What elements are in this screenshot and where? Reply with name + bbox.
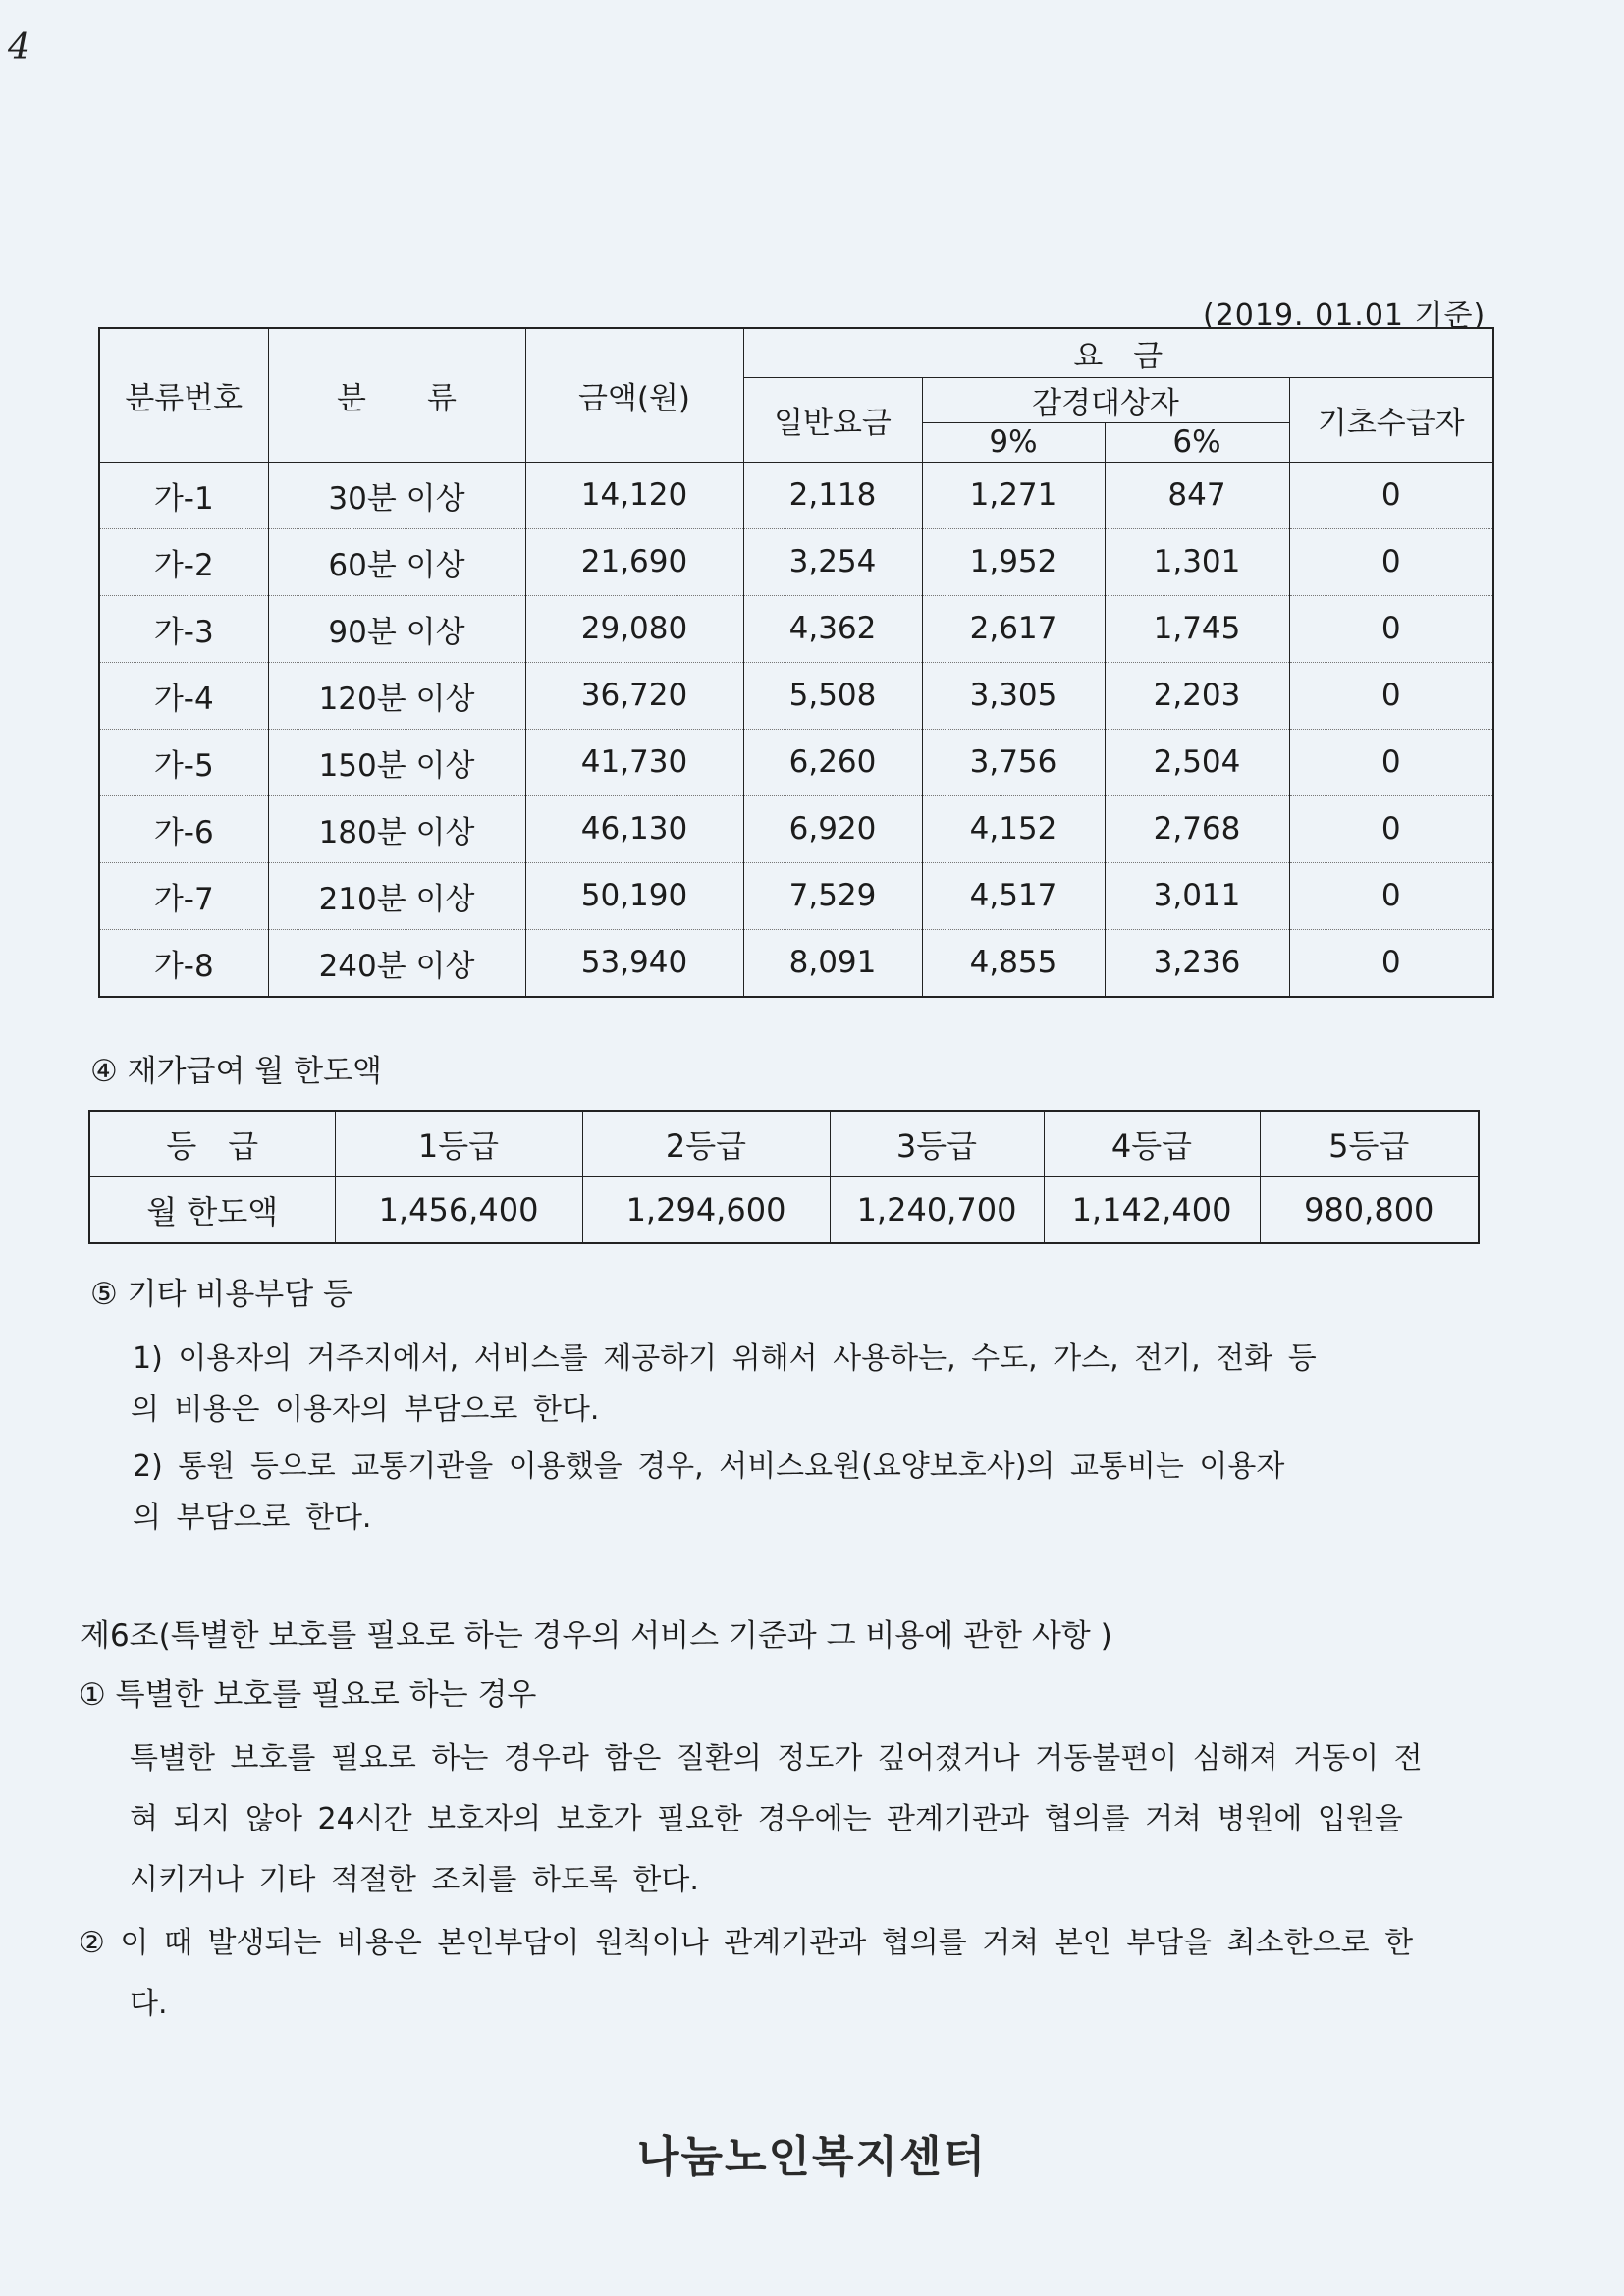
- cell-reduced-6: 2,768: [1105, 795, 1289, 862]
- cell-reduced-9: 4,855: [922, 929, 1105, 997]
- cell-basic-recipient: 0: [1289, 528, 1493, 595]
- cell-amount: 46,130: [525, 795, 743, 862]
- cell-amount: 41,730: [525, 729, 743, 795]
- cell-reduced-6: 3,236: [1105, 929, 1289, 997]
- clause-1-line-2: 혀 되지 않아 24시간 보호자의 보호가 필요한 경우에는 관계기관과 협의를 거쳐 병원에 입원을: [130, 1802, 1403, 1836]
- grade-4: 4등급: [1044, 1111, 1260, 1177]
- cell-reduced-6: 3,011: [1105, 862, 1289, 929]
- table-row: [99, 662, 1493, 729]
- cell-amount: 14,120: [525, 462, 743, 528]
- basis-date: (2019. 01.01 기준): [1203, 299, 1487, 333]
- cell-category: 120분 이상: [268, 662, 525, 729]
- cell-reduced-9: 1,271: [922, 462, 1105, 528]
- cell-amount: 50,190: [525, 862, 743, 929]
- cell-general: 7,529: [743, 862, 922, 929]
- limit-row-label: 월 한도액: [89, 1177, 335, 1244]
- other-costs-item-2: [133, 1442, 1492, 1544]
- other-costs-item-1-line2: 의 비용은 이용자의 부담으로 한다.: [131, 1393, 600, 1427]
- cell-general: 4,362: [743, 595, 922, 662]
- cell-amount: 36,720: [525, 662, 743, 729]
- header-category: 분 류: [268, 328, 525, 462]
- cell-basic-recipient: 0: [1289, 595, 1493, 662]
- cell-category: 90분 이상: [268, 595, 525, 662]
- cell-code: 가-8: [99, 929, 268, 997]
- header-reduced-group: 감경대상자: [922, 377, 1289, 422]
- grade-header-label: 등 급: [89, 1111, 335, 1177]
- table-row: [99, 729, 1493, 795]
- table-row: [99, 595, 1493, 662]
- header-reduced-9: 9%: [922, 422, 1105, 462]
- other-costs-item-1: [133, 1334, 1492, 1436]
- header-amount: 금액(원): [525, 328, 743, 462]
- limit-grade-3: 1,240,700: [830, 1177, 1044, 1244]
- cell-reduced-6: 2,203: [1105, 662, 1289, 729]
- cell-code: 가-4: [99, 662, 268, 729]
- limit-grade-5: 980,800: [1260, 1177, 1479, 1244]
- article-6-title: 제6조(특별한 보호를 필요로 하는 경우의 서비스 기준과 그 비용에 관한 사항 ): [81, 1618, 1112, 1654]
- header-fee-group: 요 금: [743, 328, 1493, 377]
- cell-general: 8,091: [743, 929, 922, 997]
- grade-1: 1등급: [335, 1111, 582, 1177]
- cell-reduced-9: 1,952: [922, 528, 1105, 595]
- limit-grade-4: 1,142,400: [1044, 1177, 1260, 1244]
- cell-amount: 29,080: [525, 595, 743, 662]
- cell-basic-recipient: 0: [1289, 929, 1493, 997]
- cell-code: 가-5: [99, 729, 268, 795]
- table-row: [99, 528, 1493, 595]
- clause-1-line-1: 특별한 보호를 필요로 하는 경우라 함은 질환의 정도가 깊어졌거나 거동불편이 심해져 거동이 전: [130, 1741, 1423, 1776]
- limit-grade-2: 1,294,600: [582, 1177, 830, 1244]
- cell-code: 가-6: [99, 795, 268, 862]
- other-costs-item-2-line1: 2) 통원 등으로 교통기관을 이용했을 경우, 서비스요원(요양보호사)의 교통비는 이용자: [133, 1449, 1285, 1484]
- header-code: 분류번호: [99, 328, 268, 462]
- cell-reduced-9: 3,756: [922, 729, 1105, 795]
- other-costs-item-2-line2: 의 부담으로 한다.: [133, 1501, 372, 1535]
- grade-5: 5등급: [1260, 1111, 1479, 1177]
- cell-basic-recipient: 0: [1289, 729, 1493, 795]
- article-6-clause-2: [79, 1913, 1492, 2035]
- table-row: [99, 929, 1493, 997]
- cell-category: 210분 이상: [268, 862, 525, 929]
- header-general-fee: 일반요금: [743, 377, 922, 462]
- cell-basic-recipient: 0: [1289, 662, 1493, 729]
- cell-code: 가-7: [99, 862, 268, 929]
- cell-code: 가-2: [99, 528, 268, 595]
- fee-table: [98, 327, 1494, 998]
- cell-general: 2,118: [743, 462, 922, 528]
- cell-reduced-9: 4,517: [922, 862, 1105, 929]
- cell-basic-recipient: 0: [1289, 862, 1493, 929]
- cell-general: 6,920: [743, 795, 922, 862]
- cell-reduced-9: 2,617: [922, 595, 1105, 662]
- cell-category: 180분 이상: [268, 795, 525, 862]
- clause-2-line-1: ② 이 때 발생되는 비용은 본인부담이 원칙이나 관계기관과 협의를 거쳐 본인 부담을 최소한으로 한: [79, 1926, 1414, 1960]
- cell-general: 5,508: [743, 662, 922, 729]
- cell-reduced-9: 3,305: [922, 662, 1105, 729]
- grade-3: 3등급: [830, 1111, 1044, 1177]
- cell-category: 150분 이상: [268, 729, 525, 795]
- article-6-clause-1-body: [130, 1728, 1492, 1911]
- limit-row: [89, 1177, 1479, 1244]
- limit-grade-1: 1,456,400: [335, 1177, 582, 1244]
- cell-code: 가-1: [99, 462, 268, 528]
- article-6-clause-1-heading: ① 특별한 보호를 필요로 하는 경우: [79, 1677, 537, 1713]
- table-row: [99, 795, 1493, 862]
- cell-category: 240분 이상: [268, 929, 525, 997]
- other-costs-heading: ⑤ 기타 비용부담 등: [90, 1277, 352, 1312]
- cell-general: 3,254: [743, 528, 922, 595]
- organization-name: 나눔노인복지센터: [636, 2132, 988, 2182]
- cell-category: 30분 이상: [268, 462, 525, 528]
- cell-reduced-9: 4,152: [922, 795, 1105, 862]
- grade-2: 2등급: [582, 1111, 830, 1177]
- cell-reduced-6: 1,745: [1105, 595, 1289, 662]
- clause-1-line-3: 시키거나 기타 적절한 조치를 하도록 한다.: [130, 1863, 699, 1897]
- limit-section-heading: ④ 재가급여 월 한도액: [90, 1054, 382, 1089]
- header-reduced-6: 6%: [1105, 422, 1289, 462]
- cell-amount: 21,690: [525, 528, 743, 595]
- table-row: [99, 462, 1493, 528]
- monthly-limit-table: [88, 1110, 1480, 1244]
- cell-basic-recipient: 0: [1289, 795, 1493, 862]
- handwritten-page-number: 4: [8, 27, 30, 68]
- cell-reduced-6: 847: [1105, 462, 1289, 528]
- clause-2-line-2: 다.: [130, 1987, 168, 2021]
- grade-header-row: [89, 1111, 1479, 1177]
- table-row: [99, 862, 1493, 929]
- cell-reduced-6: 2,504: [1105, 729, 1289, 795]
- cell-basic-recipient: 0: [1289, 462, 1493, 528]
- cell-general: 6,260: [743, 729, 922, 795]
- cell-code: 가-3: [99, 595, 268, 662]
- other-costs-item-1-line1: 1) 이용자의 거주지에서, 서비스를 제공하기 위해서 사용하는, 수도, 가스, 전기, 전화 등: [133, 1341, 1317, 1376]
- header-basic-recipient: 기초수급자: [1289, 377, 1493, 462]
- cell-amount: 53,940: [525, 929, 743, 997]
- cell-reduced-6: 1,301: [1105, 528, 1289, 595]
- cell-category: 60분 이상: [268, 528, 525, 595]
